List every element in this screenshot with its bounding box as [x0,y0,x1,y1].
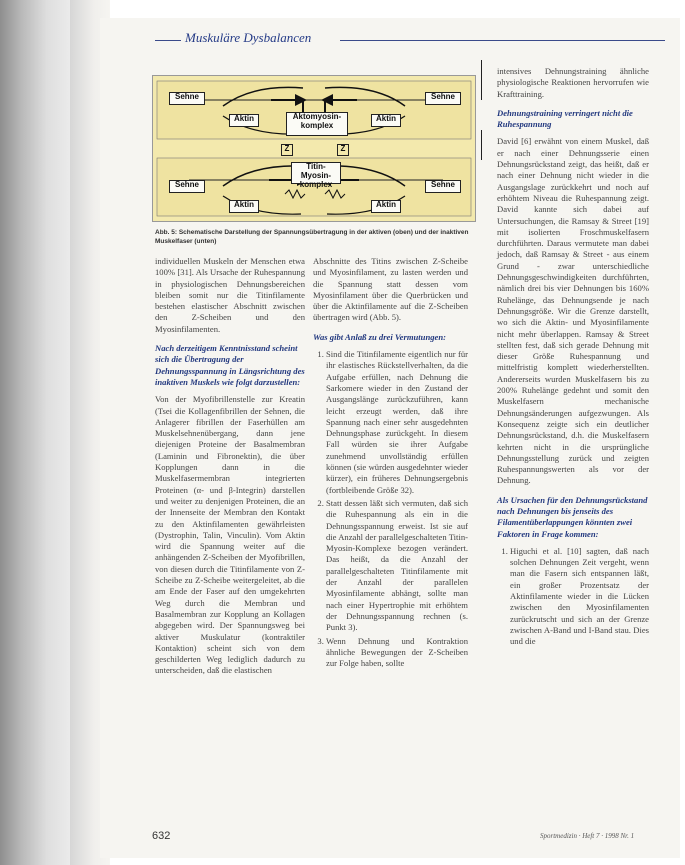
col3-paragraph-2: David [6] erwähnt von einem Muskel, daß er nach einer Dehnungsserie einen Dehnungsrückstand zeigt, das heißt, daß er nach einer Dehnung nicht wieder in die Ausgangslage zurückkehrt und noch auf erhöhtem Niveau die Ruhespannung zeigt. David kannte sich dabei auf Untersuchungen, die Ramsay & Street [19] mit isolierten Froschmuskelfasern durchführten. Daraus vermutete man dabei jedoch, daß Ramsay & Street - aus einem Grund - zwar unterschiedliche Dehnungsgeschwindigkeiten durchführten, nämlich drei bis vier Dehnungen bis 160% Ruhelänge, das Dehnungsende je nach Dehnungsgröße. Wir die Grenze darstellt, wo sich die Aktin- und Myosinfilamente nicht mehr überlappen. Ramsay & Street stellten fest, daß sich gerade Dehnung mit dieser Größe Ruhespannung und mittelfristig komplett wiederherstellten. Andererseits wurden Muskelfasern bis zu 200% Ruhelänge gedehnt und somit den Muskelfasern mechanische Dehnungsänderungen aufgezwungen. Als Konsequenz zeigte sich ein deutlicher Dehnungsrückstand, d.h. die Muskelfasern kehrten nicht in die ursprüngliche Dehnungsstellung zurück und zeigten Ruhespannungswerten als vor der Dehnung. [497,136,649,486]
header-title: Muskuläre Dysbalancen [185,30,312,45]
column-3 [497,66,649,650]
label-z-right: Z [337,144,349,156]
col3-paragraph-1: intensives Dehnungstraining ähnliche physiologische Reaktionen hervorrufen wie Krafttraining. [497,66,649,99]
label-z-left: Z [281,144,293,156]
figure-caption: Abb. 5: Schematische Darstellung der Spannungsübertragung in der aktiven (oben) und der inaktiven Muskelfaser (unten) [155,229,469,245]
page-number: 632 [152,830,171,842]
journal-footer: Sportmedizin · Heft 7 · 1998 Nr. 1 [540,832,635,840]
column-divider-2 [481,130,482,160]
col2-paragraph-1: Abschnitte des Titins zwischen Z-Scheibe und Myosinfilament, zu lasten werden und die Spannung statt dessen vom Myosinfilament über die Querbrücken und über die Aktinfilamente auf die Z-Scheiben übertragen wird (Abb. 5). [313,256,468,323]
col3-list-item-1: 1. Higuchi et al. [10] sagten, daß nach solchen Dehnungen Zeit vergeht, wenn man die Fasern sich entspannen läßt, ein großer Prozentsatz der Aktinfilamente wieder in die Lücken zwischen den Myosinfilamenten zurückrutscht und sich an der Grenze zwischen A-Band und I-Band stau. Dies und die [510,546,649,648]
label-sehne-top-left: Sehne [169,92,205,105]
label-sehne-top-right: Sehne [425,92,461,105]
col2-subheading-1: Was gibt Anlaß zu drei Vermutungen: [313,331,446,342]
label-aktin-top-right: Aktin [371,114,401,127]
col1-subheading-1: Nach derzeitigem Kenntnisstand scheint sich die Übertragung der Dehnungsspannung in Längsrichtung des inaktiven Muskels wie folgt darzustellen: [155,343,305,387]
header-rule-right [340,40,665,41]
col3-subheading-1: Dehnungstraining verringert nicht die Ruhespannung [497,107,633,130]
label-sehne-bottom-left: Sehne [169,180,205,193]
label-sehne-bottom-right: Sehne [425,180,461,193]
col1-paragraph-1: individuellen Muskeln der Menschen etwa 100% [31]. Als Ursache der Ruhespannung in physiologischen Dehnungsbereichen bleiben somit nur die Titinfilamente bestehen elastischer Abschnitt zwischen den Z-Scheiben und den Myosinfilamenten. [155,256,305,334]
figure [152,75,476,222]
col1-paragraph-2: Von der Myofibrillenstelle zur Kreatin (Tsei die Kollagenfibrillen der Sehnen, die Anlagerer fibrillen der Faserhüllen am Muskelsehnenübergang, dann jene diejenigen Proteine der Basalmembran (Laminin und Fibronektin), die über Kopplungen dann in die Muskelfasermembran integrierten Proteinen (α- und β-Integrin) darstellen und weiter zu denjenigen Proteinen, die an der Innenseite der Membran den Kontakt zu den Aktinfilamenten gewährleisten (Dystrophin, Talin, Vinculin). Vom Aktin wird die Spannung weiter auf die anhängenden Z-Scheiben der Myofibrillen, von diesen durch die Titinfilamente von Z-Scheibe zu Z-Scheibe weitergeleitet, ab die am Ende der Faser auf den umgekehrten Weg durch die Membran und Basalmembran zur Kopplung an Kollagen abgegeben wird. Der Spannungsweg bei aktiver Muskulatur (kontraktiler Kontaktion) scheint sich von dem geschilderten Weg lediglich dadurch zu unterscheiden, daß die elastischen [155,394,305,676]
label-titin-myosin-komplex: Titin-Myosin- komplex [291,162,341,184]
label-aktin-top-left: Aktin [229,114,259,127]
book-spine [0,0,72,865]
col3-list [497,546,649,648]
col2-list-item-3: 3. Wenn Dehnung und Kontraktion ähnliche Bewegungen der Z-Scheiben zur Folge haben, sollte [326,636,468,670]
column-2 [313,256,468,671]
col2-list [313,349,468,669]
label-aktin-bottom-right: Aktin [371,200,401,213]
column-1 [155,256,305,680]
col2-list-item-2: 2. Statt dessen läßt sich vermuten, daß sich die Ruhespannung als ein in die Dehnungsspannung erweist. Ist sie auf die Anzahl der parallelgeschalteten Titin-Myosin-Komplexe bezogen verändert. Das heißt, da die Anzahl der parallelgeschalteten Titinfilamente mit der Anzahl der parallelen Myosinfilamente abhängt, sollte man nach einer Hypertrophie mit erhöhtem der Dehnungsspannung rechnen (s. Punkt 3). [326,498,468,634]
label-aktin-bottom-left: Aktin [229,200,259,213]
header-rule-left [155,40,181,41]
column-divider [481,60,482,100]
col2-list-item-1: 1. Sind die Titinfilamente eigentlich nur für ihr elastisches Rückstellverhalten, da die Aufgabe erfüllen, nach Dehnung die Sarkomere wieder in den Zustand der Ausgangslänge zurückzuführen, kann leicht erzeugt werden, daß ihre Spannung nach einer sehr ausgedehnten Dehnungsphase zurückgeht. In diesem Fall würden sie ihrer Aufgabe zunehmend unvollständig erfüllen können (sie würden ausgedehnter wieder kürzer), ein früheres Dehnungsergebnis (fortbleibende Größe 32). [326,349,468,496]
label-aktomyosin-komplex: Aktomyosin- komplex [286,112,348,136]
running-header [155,30,665,48]
col3-subheading-2: Als Ursachen für den Dehnungsrückstand nach Dehnungen bis jenseits des Filamentüberlappungen könnten zwei Faktoren in Frage kommen: [497,494,648,539]
